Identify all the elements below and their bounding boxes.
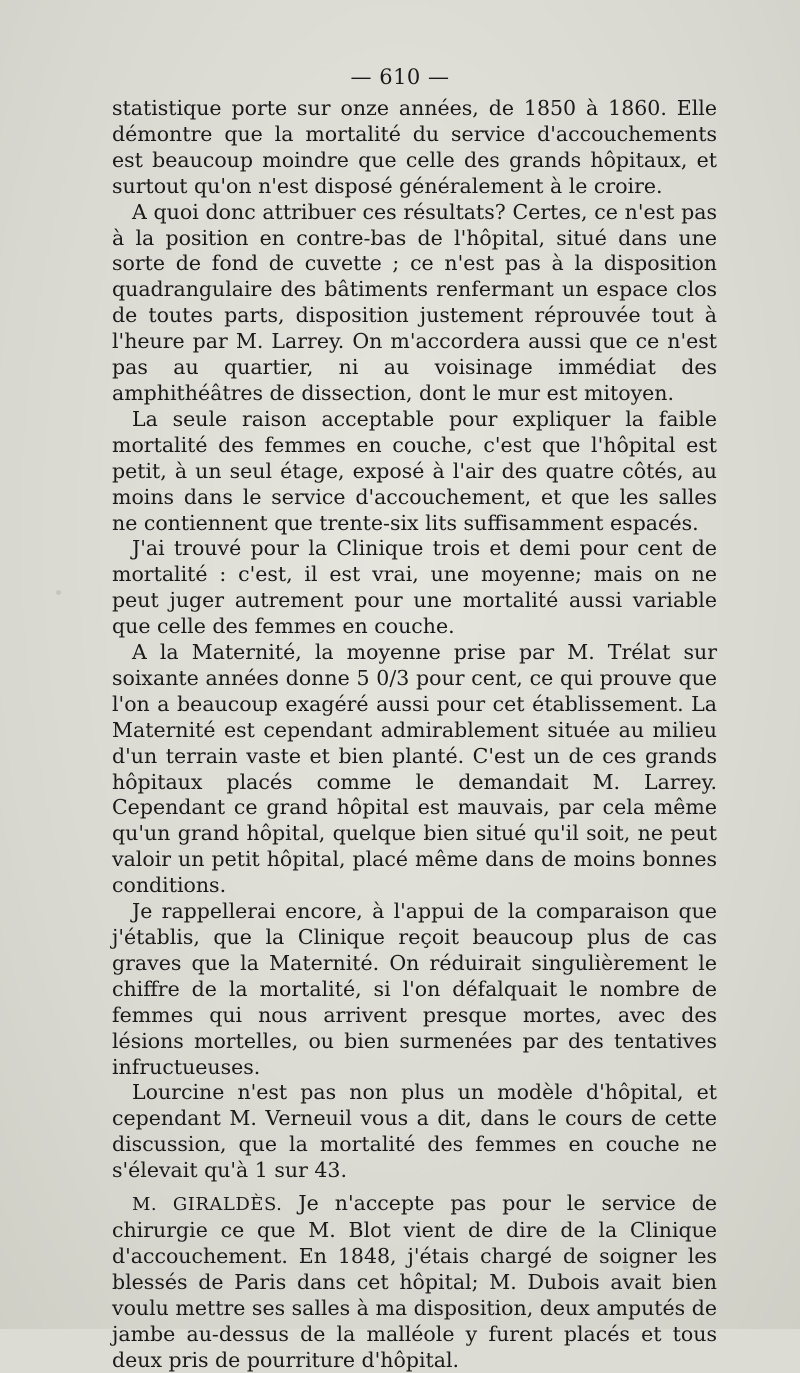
speaker-text: Je n'accepte pas pour le service de chirurgie ce que M. Blot vient de dire de la Clinique d'accouchement. En 1848, j'étais chargé de soigner les blessés de Paris dans cet hôpital; M. Dubois avait bien voulu mettre ses salles à ma disposition, deux amputés de jambe au-dessus de la malléole y furent placés et tous deux pris de pourriture d'hôpital. [112, 1191, 717, 1372]
paragraph-2: A quoi donc attribuer ces résultats? Certes, ce n'est pas à la position en contre-bas de l'hôpital, situé dans une sorte de fond de cuvette ; ce n'est pas à la disposition quadrangulaire des bâtiments renfermant un espace clos de toutes parts, disposition justement réprouvée tout à l'heure par M. Larrey. On m'accordera aussi que ce n'est pas au quartier, ni au voisinage immédiat des amphithéâtres de dissection, dont le mur est mitoyen. [112, 199, 717, 405]
ink-speck [623, 1264, 629, 1270]
paragraph-7: Lourcine n'est pas non plus un modèle d'hôpital, et cependant M. Verneuil vous a dit, dans le cours de cette discussion, que la mortalité des femmes en couche ne s'élevait qu'à 1 sur 43. [112, 1080, 717, 1183]
paragraph-1: statistique porte sur onze années, de 1850 à 1860. Elle démontre que la mortalité du service d'accouchements est beaucoup moindre que celle des grands hôpitaux, et surtout qu'on n'est disposé généralement à le croire. [112, 96, 717, 198]
body-text [112, 96, 717, 1373]
paragraph-5: A la Maternité, la moyenne prise par M. Trélat sur soixante années donne 5 0/3 pour cent, ce qui prouve que l'on a beaucoup exagéré aussi pour cet établissement. La Maternité est cependant admirablement située au milieu d'un terrain vaste et bien planté. C'est un de ces grands hôpitaux placés comme le demandait M. Larrey. Cependant ce grand hôpital est mauvais, par cela même qu'un grand hôpital, quelque bien situé qu'il soit, ne peut valoir un petit hôpital, placé même dans de moins bonnes conditions. [112, 640, 717, 898]
speaker-paragraph [112, 1191, 717, 1373]
speaker-name: M. GIRALDÈS. [132, 1194, 283, 1216]
paragraph-4: J'ai trouvé pour la Clinique trois et demi pour cent de mortalité : c'est, il est vrai, une moyenne; mais on ne peut juger autrement pour une mortalité aussi variable que celle des femmes en couche. [112, 536, 717, 639]
page-number: — 610 — [350, 65, 450, 89]
ink-speck [56, 590, 61, 595]
paragraph-6: Je rappellerai encore, à l'appui de la comparaison que j'établis, que la Clinique reçoit beaucoup plus de cas graves que la Maternité. On réduirait singulièrement le chiffre de la mortalité, si l'on défalquait le nombre de femmes qui nous arrivent presque mortes, avec des lésions mortelles, ou bien surmenées par des tentatives infructueuses. [112, 899, 717, 1079]
paragraph-3: La seule raison acceptable pour expliquer la faible mortalité des femmes en couche, c'est que l'hôpital est petit, à un seul étage, exposé à l'air des quatre côtés, au moins dans le service d'accouchement, et que les salles ne contiennent que trente-six lits suffisamment espacés. [112, 406, 717, 535]
